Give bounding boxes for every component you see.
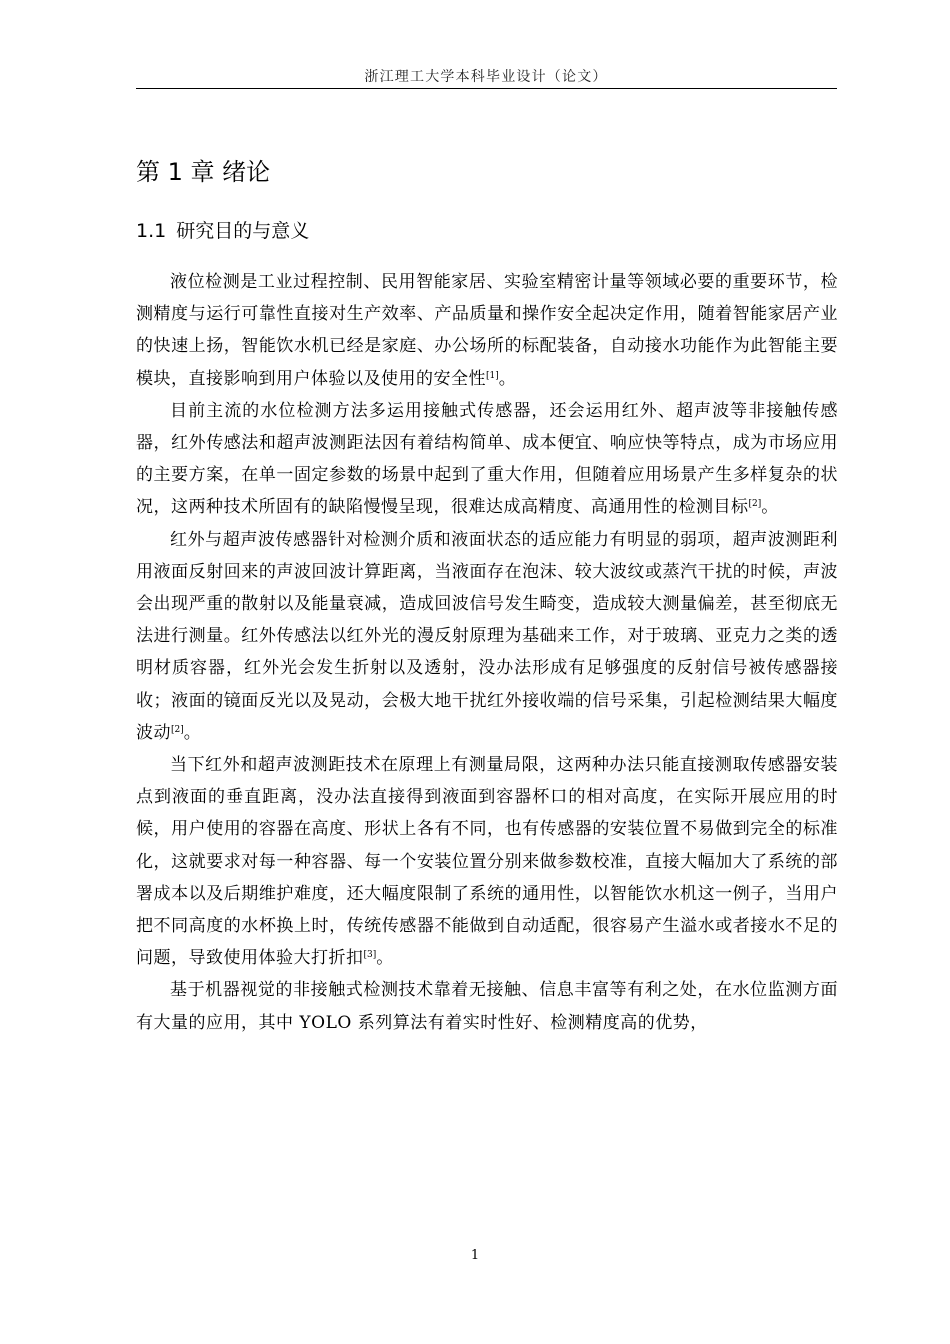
paragraph-end: 。 bbox=[498, 368, 517, 389]
paragraph-text: 液位检测是工业过程控制、民用智能家居、实验室精密计量等领域必要的重要环节，检测精度与运行可靠性直接对生产效率、产品质量和操作安全起决定作用，随着智能家居产业的快速上扬，智能饮水机已经是家庭、办公场所的标配装备，自动接水功能作为此智能主要模块，直接影响到用户体验以及使用的安全性 bbox=[136, 272, 838, 389]
section-heading bbox=[136, 216, 309, 243]
citation: [3] bbox=[363, 950, 377, 961]
paragraph-end: 。 bbox=[183, 722, 202, 743]
page-number: 1 bbox=[470, 1248, 480, 1263]
page-header: 浙江理工大学本科毕业设计（论文） bbox=[364, 69, 608, 85]
paragraph-text: 目前主流的水位检测方法多运用接触式传感器，还会运用红外、超声波等非接触传感器，红外传感法和超声波测距法因有着结构简单、成本便宜、响应快等特点，成为市场应用的主要方案，在单一固定参数的场景中起到了重大作用，但随着应用场景产生多样复杂的状况，这两种技术所固有的缺陷慢慢呈现，很难达成高精度、高通用性的检测目标 bbox=[136, 400, 838, 518]
chapter-title: 第 1 章 绪论 bbox=[136, 158, 271, 187]
paragraph-end: 。 bbox=[376, 948, 394, 969]
citation: [1] bbox=[486, 370, 499, 381]
paragraph-text: 基于机器视觉的非接触式检测技术靠着无接触、信息丰富等有利之处，在水位监测方面有大量的应用，其中 YOLO 系列算法有着实时性好、检测精度高的优势， bbox=[136, 980, 838, 1033]
citation: [2] bbox=[748, 499, 762, 510]
paragraph-text: 当下红外和超声波测距技术在原理上有测量局限，这两种办法只能直接测取传感器安装点到液面的垂直距离，没办法直接得到液面到容器杯口的相对高度，在实际开展应用的时候，用户使用的容器在高度、形状上各有不同，也有传感器的安装位置不易做到完全的标准化，这就要求对每一种容器、每一个安装位置分别来做参数校准，直接大幅加大了系统的部署成本以及后期维护难度，还大幅度限制了系统的通用性，以智能饮水机这一例子，当用户把不同高度的水杯换上时，传统传感器不能做到自动适配，很容易产生溢水或者接水不足的问题，导致使用体验大打折扣 bbox=[136, 755, 838, 969]
paragraph-text: 红外与超声波传感器针对检测介质和液面状态的适应能力有明显的弱项，超声波测距利用液面反射回来的声波回波计算距离，当液面存在泡沫、较大波纹或蒸汽干扰的时候，声波会出现严重的散射以及能量衰减，造成回波信号发生畸变，造成较大测量偏差，甚至彻底无法进行测量。红外传感法以红外光的漫反射原理为基础来工作，对于玻璃、亚克力之类的透明材质容器，红外光会发生折射以及透射，没办法形成有足够强度的反射信号被传感器接收；液面的镜面反光以及晃动，会极大地干扰红外接收端的信号采集，引起检测结果大幅度波动 bbox=[136, 529, 838, 743]
paragraph-1 bbox=[136, 266, 838, 395]
section-title: 研究目的与意义 bbox=[176, 220, 310, 242]
paragraph-end: 。 bbox=[761, 497, 779, 518]
citation: [2] bbox=[171, 724, 184, 735]
paragraph-5 bbox=[136, 974, 838, 1038]
paragraph-3 bbox=[136, 524, 838, 749]
section-number: 1.1 bbox=[136, 220, 167, 242]
header-rule bbox=[136, 88, 837, 89]
paragraph-2 bbox=[136, 395, 838, 524]
paragraph-4 bbox=[136, 749, 838, 974]
body-text bbox=[136, 266, 838, 1039]
